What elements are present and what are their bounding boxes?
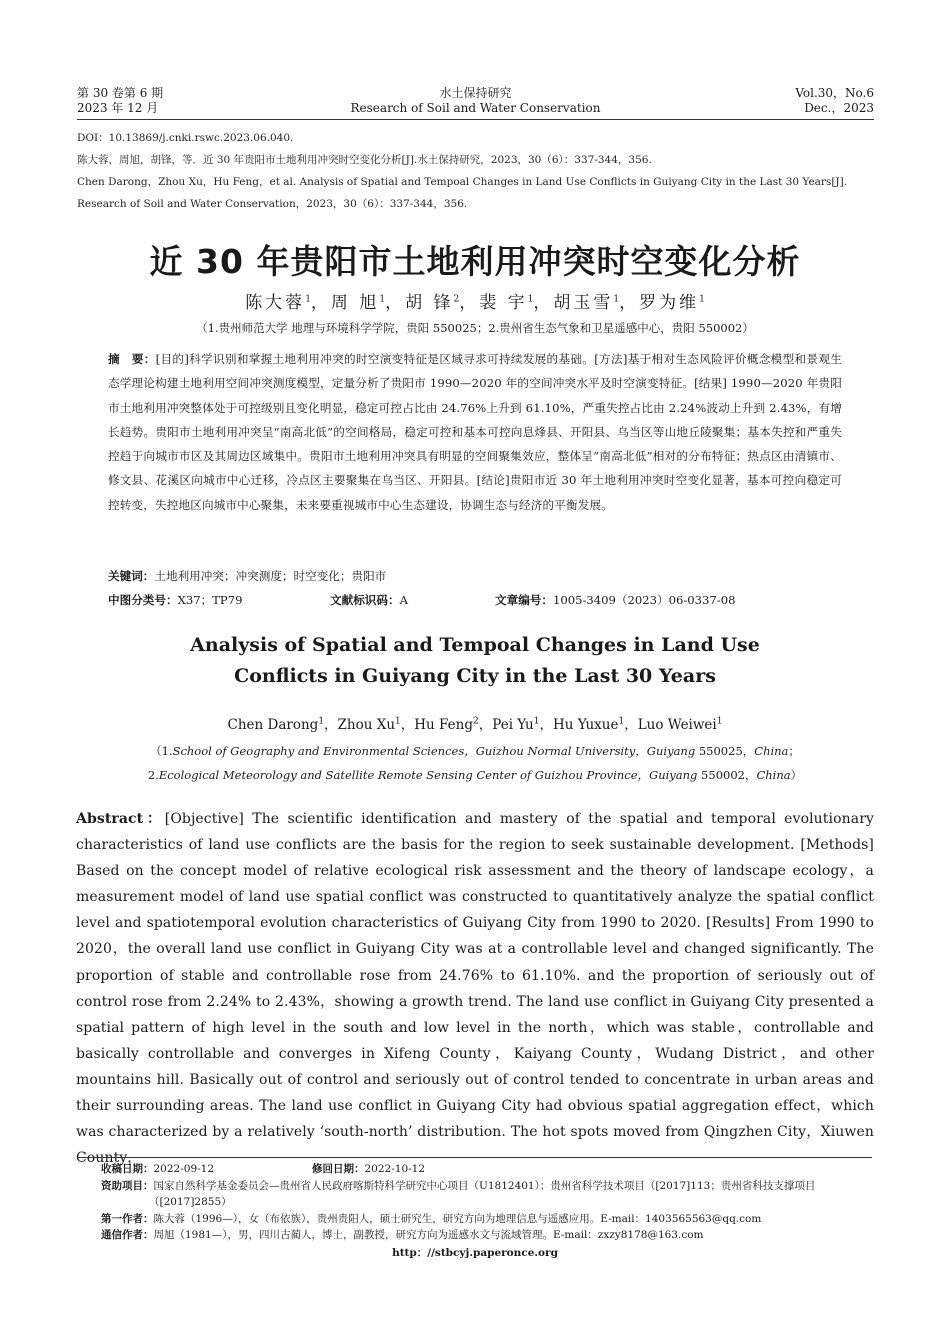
paper-title-cn: 近 30 年贵阳市土地利用冲突时空变化分析	[149, 242, 801, 281]
received-date: 收稿日期：2022-09-12	[101, 1163, 215, 1175]
abstract-cn	[108, 347, 842, 517]
author-cn: 陈大蓉$^1$	[245, 293, 311, 313]
affiliation-en-line1: （1.School of Geography and Environmental Sciences，Guizhou Normal University，Guiyang 550025，China；	[150, 744, 800, 758]
author-en: Hu Feng$^2$	[414, 716, 479, 733]
abstract-label-cn: 摘 要：	[108, 352, 156, 366]
paper-title-en	[0, 630, 950, 692]
volume-issue-cn: 第 30 卷第 6 期	[77, 86, 164, 100]
funding: 资助项目：国家自然科学基金委员会—贵州省人民政府喀斯特科学研究中心项目（U1812401）；贵州省科学技术项目（[2017]113；贵州省科技支撑项目（[2017]2855）	[101, 1179, 816, 1208]
journal-name-en: Research of Soil and Water Conservation	[350, 101, 601, 115]
citation-block	[77, 127, 880, 215]
running-header	[77, 86, 874, 118]
affiliation-cn: （1.贵州师范大学 地理与环境科学学院，贵阳 550025；2.贵州省生态气象和卫星遥感中心，贵阳 550002）	[196, 321, 754, 335]
journal-url[interactable]: http：//stbcyj.paperonce.org	[392, 1247, 558, 1259]
author-en: Luo Weiwei$^1$	[637, 716, 723, 733]
revised-date: 修回日期：2022-10-12	[312, 1163, 426, 1175]
author-en: Hu Yuxue$^1$	[552, 716, 625, 733]
affiliation-en	[0, 739, 950, 787]
citation-en-line2: Research of Soil and Water Conservation，2023，30（6）：337-344，356.	[77, 198, 468, 210]
document-code: 文献标识码：A	[330, 593, 408, 607]
date-cn: 2023 年 12 月	[77, 101, 159, 115]
footnote-rule	[77, 1157, 872, 1158]
clc-number: 中图分类号：X37；TP79	[108, 593, 243, 607]
citation-en-line1: Chen Darong，Zhou Xu，Hu Feng，et al. Analysis of Spatial and Tempoal Changes in Land Use Conflicts in Guiyang City in the Last 30 Years[J].	[77, 176, 848, 188]
author-cn: 胡 锋$^2$	[405, 293, 460, 313]
abstract-label-en: Abstract：	[76, 811, 165, 827]
journal-name-cn: 水土保持研究	[439, 86, 512, 100]
paper-title-en-line2: Conflicts in Guiyang City in the Last 30 Years	[234, 665, 716, 687]
vol-no-en: Vol.30，No.6	[795, 86, 874, 100]
author-en: Pei Yu$^1$	[492, 716, 540, 733]
keywords-cn	[108, 565, 842, 587]
journal-name	[77, 86, 874, 116]
doi[interactable]: DOI：10.13869/j.cnki.rswc.2023.06.040.	[77, 132, 294, 144]
footnotes	[101, 1161, 878, 1244]
author-cn: 胡玉雪$^1$	[553, 293, 620, 313]
abstract-text-en: [Objective] The scientific identification and mastery of the spatial and temporal evolutionary characteristics of land use conflicts are the basis for the region to seek sustainable development. [Methods] Based on the concept model of relative ecological risk assessment and the theory of landscape ecology，a measurement model of land use spatial conflict was constructed to quantitatively analyze the spatial conflict level and spatiotemporal evolution characteristics of Guiyang City from 1990 to 2020. [Results] From 1990 to 2020，the overall land use conflict in Guiyang City was at a controllable level and changed significantly. The proportion of stable and controllable rose from 24.76% to 61.10%. and the proportion of seriously out of control rose from 2.24% to 2.43%，showing a growth trend. The land use conflict in Guiyang City presented a spatial pattern of high level in the south and low level in the north，which was stable，controllable and basically controllable and converges in Xifeng County，Kaiyang County，Wudang District，and other mountains hill. Basically out of control and seriously out of control tended to concentrate in urban areas and their surrounding areas. The land use conflict in Guiyang City had obvious spatial aggregation effect，which was characterized by a relatively ‘south-north’ distribution. The hot spots moved from Qingzhen City，Xiuwen County，	[76, 811, 874, 1167]
affiliation-en-line2: 2.Ecological Meteorology and Satellite Remote Sensing Center of Guizhou Province，Guiyang 550002，China）	[147, 768, 803, 782]
citation-cn: 陈大蓉，周旭，胡锋，等．近 30 年贵阳市土地利用冲突时空变化分析[J].水土保持研究，2023，30（6）：337-344，356.	[77, 154, 652, 166]
abstract-text-cn: [目的]科学识别和掌握土地利用冲突的时空演变特征是区域寻求可持续发展的基础。[方法]基于相对生态风险评价概念模型和景观生态学理论构建土地利用空间冲突测度模型，定量分析了贵阳市 1990—2020 年的空间冲突水平及时空演变特征。[结果] 1990—2020 年贵阳市土地利用冲突整体处于可控级别且变化明显，稳定可控占比由 24.76%上升到 61.10%，严重失控占比由 2.24%波动上升到 2.43%，有增长趋势。贵阳市土地利用冲突呈“南高北低”的空间格局，稳定可控和基本可控向息烽县、开阳县、乌当区等山地丘陵聚集；基本失控和严重失控趋于向城市市区及其周边区域集中。贵阳市土地利用冲突具有明显的空间聚集效应，整体呈“南高北低”相对的分布特征；热点区由清镇市、修文县、花溪区向城市中心迁移，冷点区主要聚集在乌当区、开阳县。[结论]贵阳市近 30 年土地利用冲突时空变化显著，基本可控向稳定可控转变，失控地区向城市中心聚集，未来要重视城市中心生态建设，协调生态与经济的平衡发展。	[108, 352, 842, 512]
volume-issue-en	[795, 86, 874, 116]
header-rule	[77, 119, 874, 120]
date-en: Dec.，2023	[804, 101, 874, 115]
first-author: 第一作者：陈大蓉（1996—），女（布依族），贵州贵阳人，硕士研究生，研究方向为地理信息与遥感应用。E-mail：1403565563@qq.com	[101, 1212, 762, 1225]
author-list-en: Chen Darong$^1$，Zhou Xu$^1$，Hu Feng$^2$，Pei Yu$^1$，Hu Yuxue$^1$，Luo Weiwei$^1$	[227, 716, 723, 733]
author-en: Zhou Xu$^1$	[337, 716, 401, 733]
author-cn: 罗为维$^1$	[639, 293, 705, 313]
author-list-cn: 陈大蓉$^1$，周 旭$^1$，胡 锋$^2$，裴 宇$^1$，胡玉雪$^1$，罗为维$^1$	[245, 293, 705, 313]
author-en: Chen Darong$^1$	[227, 716, 325, 733]
article-number: 文章编号：1005-3409（2023）06-0337-08	[495, 593, 736, 607]
abstract-en	[76, 806, 874, 1171]
author-cn: 裴 宇$^1$	[479, 293, 534, 313]
author-cn: 周 旭$^1$	[330, 293, 386, 313]
paper-title-en-line1: Analysis of Spatial and Tempoal Changes in Land Use	[190, 634, 760, 656]
dates-row	[101, 1161, 878, 1178]
keywords-text: 土地利用冲突；冲突测度；时空变化；贵阳市	[154, 569, 387, 583]
corresponding-author: 通信作者：周旭（1981—），男，四川古蔺人，博士，副教授，研究方向为遥感水文与流域管理。E-mail：zxzy8178@163.com	[101, 1229, 704, 1241]
keywords-label: 关键词：	[108, 569, 155, 583]
